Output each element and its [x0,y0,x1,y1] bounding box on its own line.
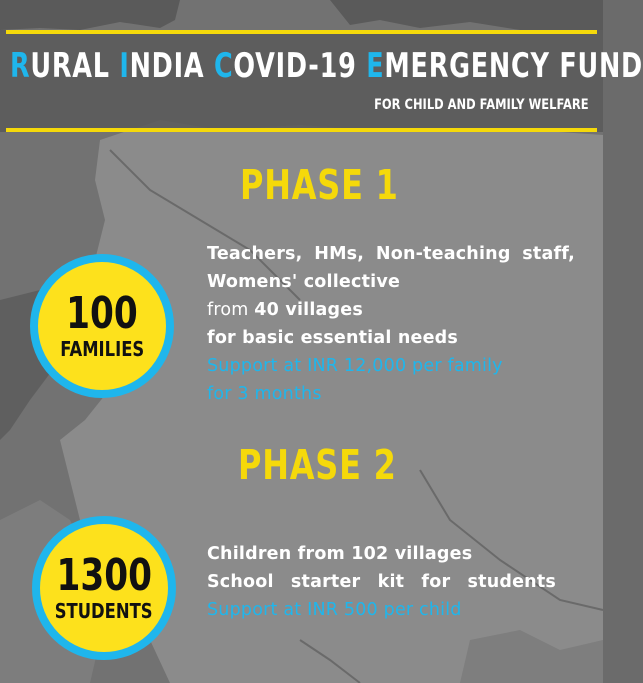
phase1-line: from 40 villages [207,300,363,320]
phase2-badge-number: 1300 [56,550,152,601]
title-word: EMERGENCY FUND [366,46,643,86]
title-word: COVID-19 [213,46,367,86]
phase1-line: Womens' collective [207,272,401,292]
phase2-line: School starter kit for students [207,572,556,592]
map-sea-top-right [330,0,603,30]
phase2-line: Children from 102 villages [207,544,473,564]
phase1-details [207,240,575,408]
top-divider [6,30,597,34]
phase2-heading: PHASE 2 [238,441,397,489]
map-sea-top [0,0,180,30]
phase2-badge-unit: STUDENTS [55,599,153,623]
title-word: RURAL [10,46,120,86]
phase1-line: for basic essential needs [207,328,459,348]
phase1-badge [30,254,174,398]
page-title [10,46,643,86]
phase2-badge [32,516,176,660]
phase2-support: Support at INR 500 per child [207,600,462,620]
page-subtitle: FOR CHILD AND FAMILY WELFARE [374,97,589,113]
phase1-heading: PHASE 1 [240,161,399,209]
phase1-support: Support at INR 12,000 per family [207,356,503,376]
phase2-details [207,540,556,624]
phase1-badge-number: 100 [66,288,138,339]
title-word: INDIA [119,46,214,86]
phase1-badge-unit: FAMILIES [59,337,144,361]
phase1-line: Teachers, HMs, Non-teaching staff, [207,244,575,264]
phase1-duration: for 3 months [207,384,322,404]
bottom-divider [6,128,597,132]
